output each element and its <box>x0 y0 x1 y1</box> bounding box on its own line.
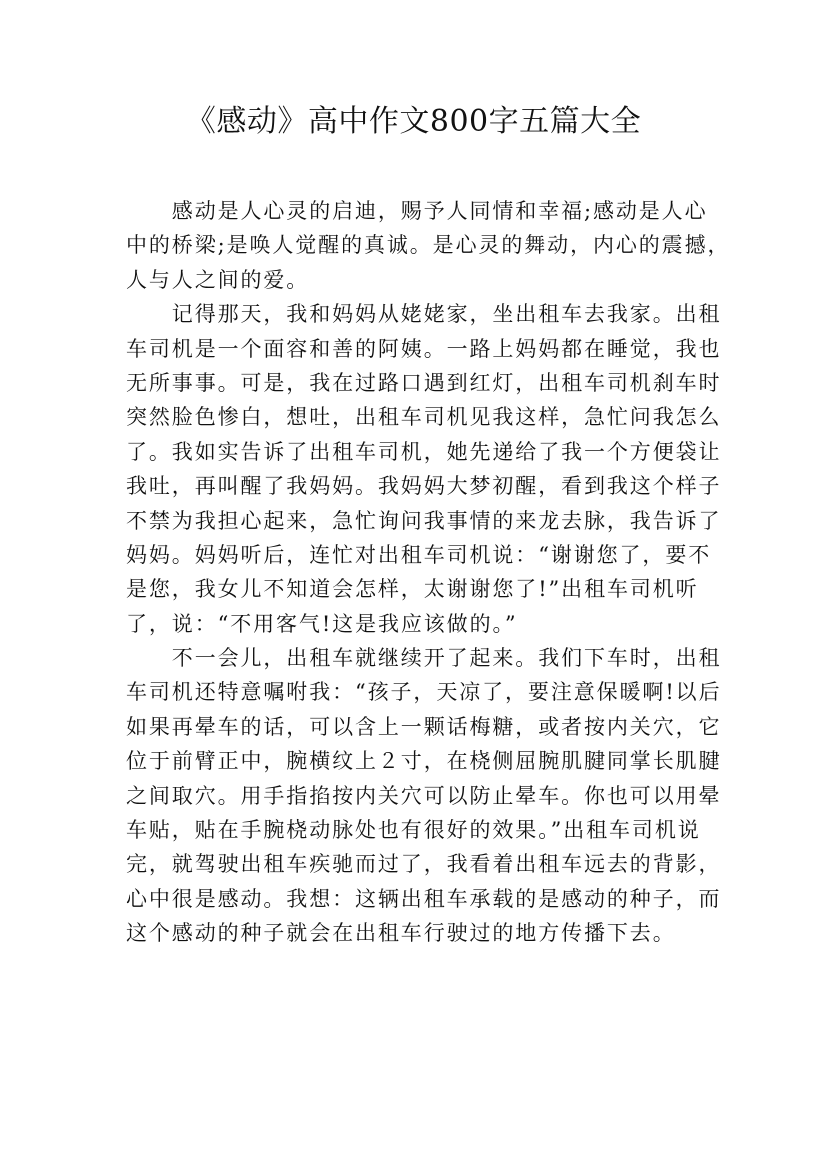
text-line: 完，就驾驶出租车疾驰而过了，我看着出租车远去的背影， <box>126 852 722 877</box>
document-title: 《感动》高中作文800字五篇大全 <box>185 104 642 139</box>
text-line: 是您，我女儿不知道会怎样，太谢谢您了!”出租车司机听 <box>126 577 699 602</box>
text-line: 突然脸色惨白，想吐，出租车司机见我这样，急忙问我怎么 <box>126 405 722 430</box>
text-line: 车贴，贴在手腕桡动脉处也有很好的效果。”出租车司机说 <box>126 818 701 843</box>
text-line: 不一会儿，出租车就继续开了起来。我们下车时，出租 <box>126 646 722 671</box>
text-line: 无所事事。可是，我在过路口遇到红灯，出租车司机刹车时 <box>126 370 722 395</box>
text-line: 我吐，再叫醒了我妈妈。我妈妈大梦初醒，看到我这个样子 <box>126 474 722 499</box>
text-line: 中的桥梁;是唤人觉醒的真诚。是心灵的舞动，内心的震撼， <box>126 233 731 258</box>
text-line: 位于前臂正中，腕横纹上２寸，在桡侧屈腕肌腱同掌长肌腱 <box>126 749 722 774</box>
text-line: 如果再晕车的话，可以含上一颗话梅糖，或者按内关穴，它 <box>126 714 722 739</box>
text-line: 心中很是感动。我想：这辆出租车承载的是感动的种子，而 <box>126 886 722 911</box>
text-line: 妈妈。妈妈听后，连忙对出租车司机说：“谢谢您了，要不 <box>126 542 712 567</box>
text-line: 人与人之间的爱。 <box>126 267 310 292</box>
text-line: 车司机还特意嘱咐我：“孩子，天凉了，要注意保暖啊!以后 <box>126 680 722 705</box>
text-line: 了，说：“不用客气!这是我应该做的。” <box>126 611 518 636</box>
document-body <box>126 194 731 951</box>
text-line: 记得那天，我和妈妈从姥姥家，坐出租车去我家。出租 <box>126 302 722 327</box>
text-line: 感动是人心灵的启迪，赐予人同情和幸福;感动是人心 <box>126 199 708 223</box>
text-line: 了。我如实告诉了出租车司机，她先递给了我一个方便袋让 <box>126 439 722 464</box>
text-line: 之间取穴。用手指掐按内关穴可以防止晕车。你也可以用晕 <box>126 783 722 808</box>
text-line: 不禁为我担心起来，急忙询问我事情的来龙去脉，我告诉了 <box>126 508 722 533</box>
text-line: 车司机是一个面容和善的阿姨。一路上妈妈都在睡觉，我也 <box>126 336 722 361</box>
text-line: 这个感动的种子就会在出租车行驶过的地方传播下去。 <box>126 921 676 946</box>
